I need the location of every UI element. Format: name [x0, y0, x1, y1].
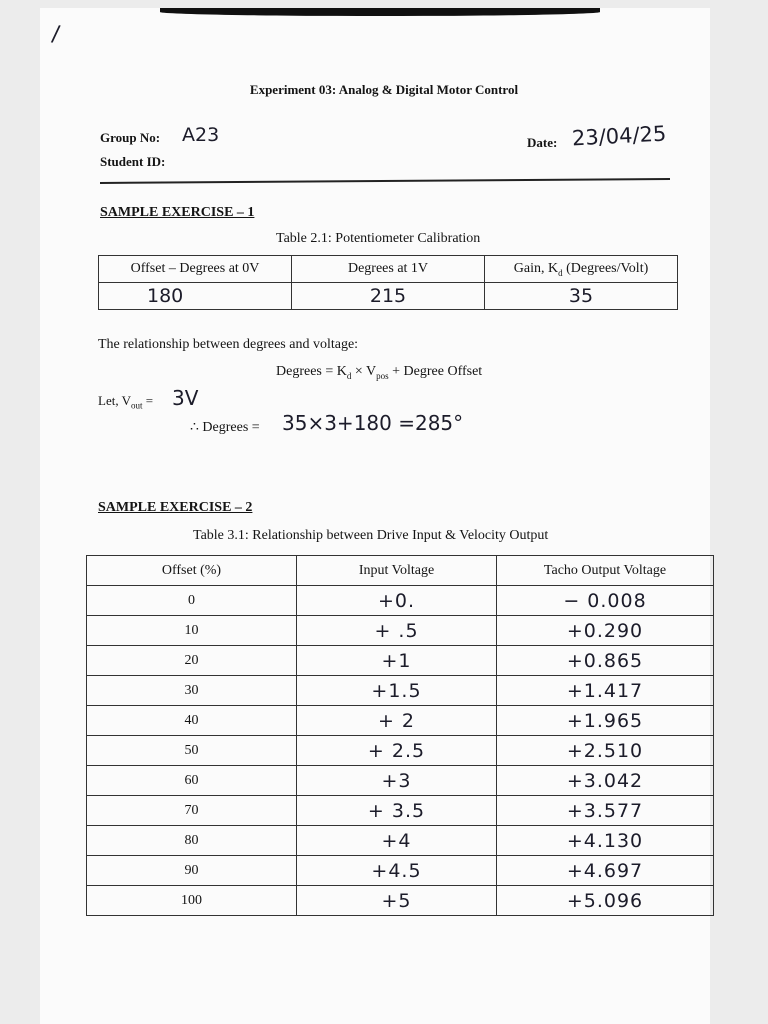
- input-voltage-cell: +4: [297, 826, 497, 856]
- table-header-row: [87, 556, 714, 586]
- table-header-row: [99, 256, 678, 283]
- input-voltage-cell: +3: [297, 766, 497, 796]
- scan-top-shadow: [160, 8, 600, 16]
- input-voltage-cell: +5: [297, 886, 497, 916]
- offset-cell: 10: [87, 616, 297, 646]
- date-value: 23/04/25: [571, 121, 667, 151]
- calibration-table: [98, 255, 678, 310]
- tacho-output-cell: +0.865: [497, 646, 714, 676]
- tacho-output-cell: +1.965: [497, 706, 714, 736]
- tacho-output-cell: +5.096: [497, 886, 714, 916]
- date-label: Date:: [527, 135, 558, 150]
- degrees-calculation: 35×3+180 =285°: [282, 411, 464, 435]
- table-3-1-caption: Table 3.1: Relationship between Drive Input & Velocity Output: [193, 528, 549, 543]
- drive-velocity-table: [86, 555, 714, 916]
- therefore-label: ∴ Degrees =: [190, 420, 260, 435]
- input-voltage-cell: +1.5: [297, 676, 497, 706]
- tacho-output-cell: − 0.008: [497, 586, 714, 616]
- column-header: Offset – Degrees at 0V: [99, 256, 292, 283]
- table-row: [87, 856, 714, 886]
- table-row: [87, 886, 714, 916]
- offset-cell: 30: [87, 676, 297, 706]
- table-row: [87, 796, 714, 826]
- group-label: Group No:: [100, 130, 161, 145]
- tacho-output-cell: +3.577: [497, 796, 714, 826]
- exercise-2-heading: SAMPLE EXERCISE – 2: [98, 500, 253, 515]
- formula: Degrees = $K_d \times V_{pos}$ + Degree Offset: [276, 364, 483, 381]
- tacho-output-cell: +3.042: [497, 766, 714, 796]
- table-row: [87, 646, 714, 676]
- column-header: Tacho Output Voltage: [497, 556, 714, 586]
- offset-cell: 40: [87, 706, 297, 736]
- table-row: [87, 766, 714, 796]
- offset-cell: 80: [87, 826, 297, 856]
- tacho-output-cell: +0.290: [497, 616, 714, 646]
- offset-cell: 0: [87, 586, 297, 616]
- offset-cell: 100: [87, 886, 297, 916]
- degrees-1v-value: 215: [292, 283, 485, 310]
- tacho-output-cell: +4.697: [497, 856, 714, 886]
- input-voltage-cell: + .5: [297, 616, 497, 646]
- table-row: [87, 586, 714, 616]
- offset-cell: 70: [87, 796, 297, 826]
- table-2-1-caption: Table 2.1: Potentiometer Calibration: [276, 231, 481, 246]
- tacho-output-cell: +1.417: [497, 676, 714, 706]
- relationship-text: The relationship between degrees and voltage:: [98, 337, 359, 352]
- offset-cell: 50: [87, 736, 297, 766]
- experiment-title: Experiment 03: Analog & Digital Motor Control: [249, 82, 519, 97]
- table-row: [87, 736, 714, 766]
- let-value: 3V: [172, 386, 199, 410]
- column-header: Input Voltage: [297, 556, 497, 586]
- gain-value: 35: [485, 283, 678, 310]
- table-row: [87, 676, 714, 706]
- exercise-1-heading: SAMPLE EXERCISE – 1: [100, 205, 255, 220]
- input-voltage-cell: +4.5: [297, 856, 497, 886]
- offset-value: 180: [99, 283, 292, 310]
- group-value: A23: [182, 124, 220, 146]
- column-header: Gain, $K_d$ (Degrees/Volt): [485, 256, 678, 283]
- input-voltage-cell: + 3.5: [297, 796, 497, 826]
- margin-mark: /: [50, 21, 62, 48]
- let-label: Let, $V_{out}$ =: [98, 393, 154, 411]
- table-row: [87, 706, 714, 736]
- input-voltage-cell: +1: [297, 646, 497, 676]
- tacho-output-cell: +2.510: [497, 736, 714, 766]
- offset-cell: 20: [87, 646, 297, 676]
- table-row: [87, 616, 714, 646]
- table-row: [87, 826, 714, 856]
- input-voltage-cell: +0.: [297, 586, 497, 616]
- student-id-label: Student ID:: [100, 154, 166, 169]
- offset-cell: 60: [87, 766, 297, 796]
- table-row: [99, 283, 678, 310]
- input-voltage-cell: + 2: [297, 706, 497, 736]
- column-header: Offset (%): [87, 556, 297, 586]
- offset-cell: 90: [87, 856, 297, 886]
- column-header: Degrees at 1V: [292, 256, 485, 283]
- input-voltage-cell: + 2.5: [297, 736, 497, 766]
- tacho-output-cell: +4.130: [497, 826, 714, 856]
